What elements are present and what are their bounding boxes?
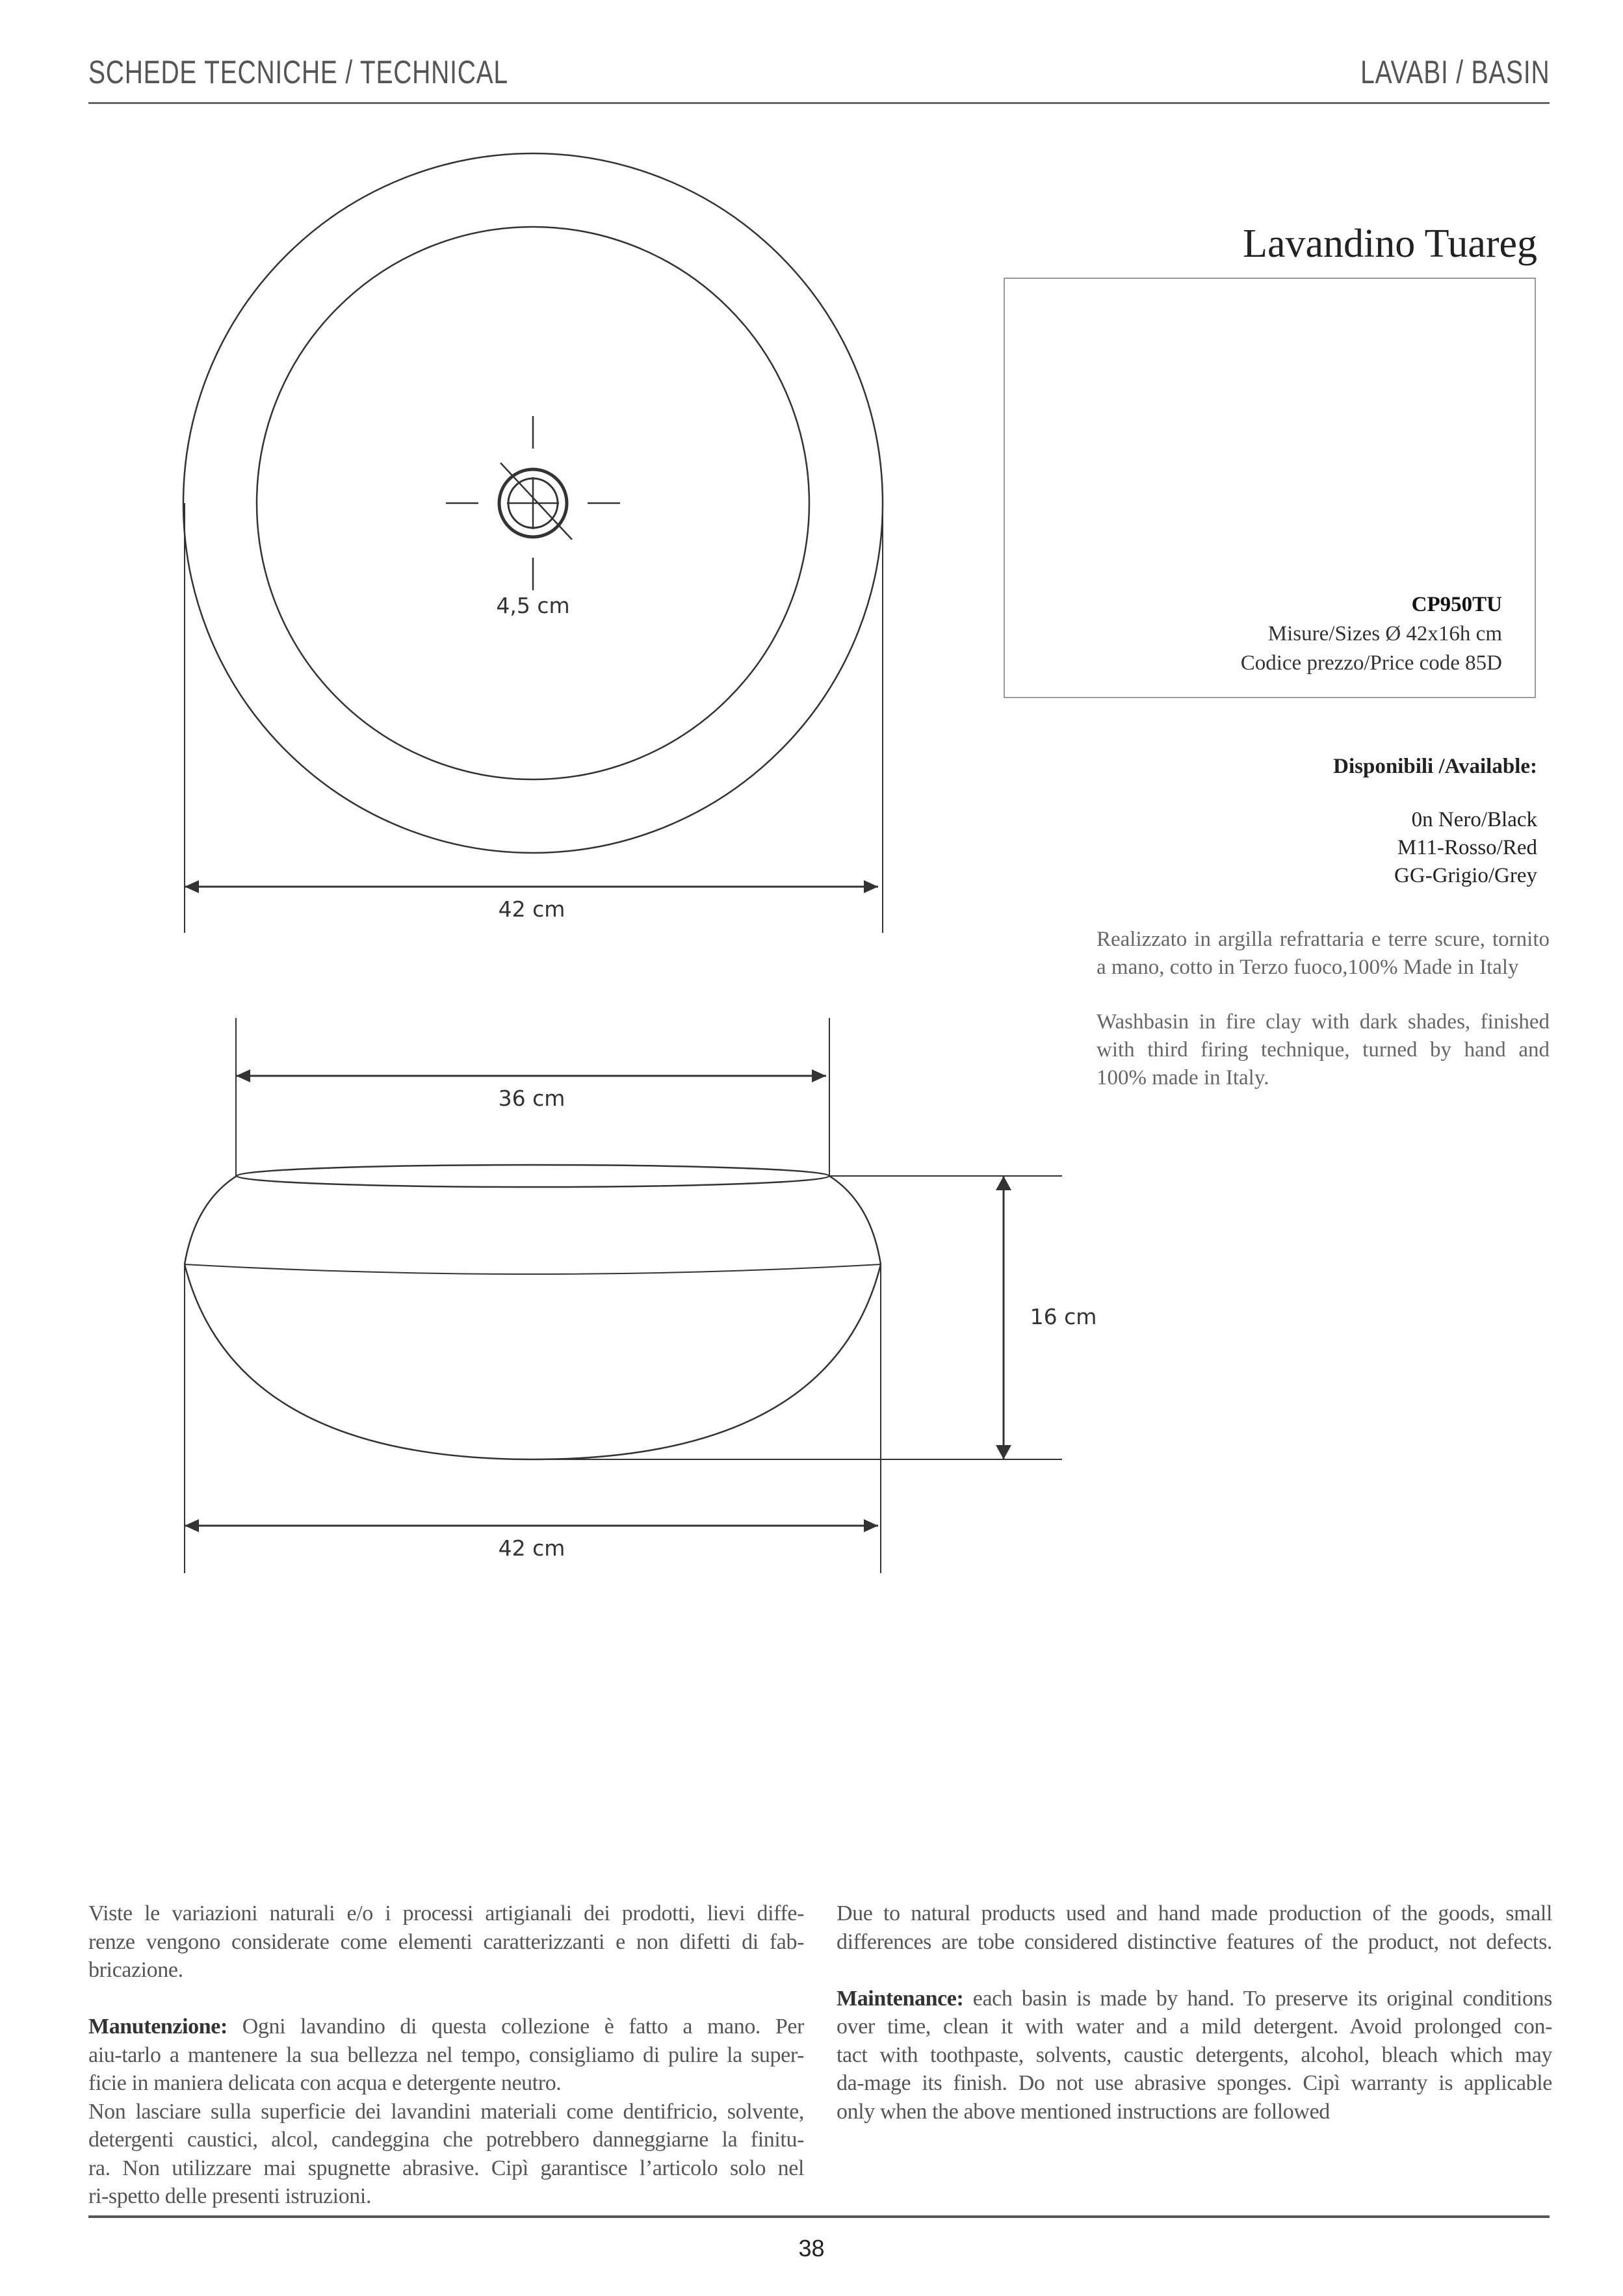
- technical-drawing: [0, 0, 1105, 1625]
- note-line: only when the above mentioned instructions are followed: [837, 2099, 1330, 2124]
- note-line: ri-spetto delle presenti istruzioni.: [88, 2184, 372, 2208]
- note-line: over time, clean it with water and a mild detergent. Avoid prolonged con-: [837, 2015, 1552, 2039]
- side-view: [185, 1018, 1097, 1573]
- desc-line: a mano, cotto in Terzo fuoco,100% Made in Italy: [1097, 956, 1519, 979]
- desc-line: 100% made in Italy.: [1097, 1066, 1269, 1089]
- product-code: CP950TU: [1411, 593, 1502, 616]
- basin-rim-ellipse: [237, 1165, 829, 1187]
- product-specs: [1241, 590, 1502, 678]
- notes-italian: [88, 1899, 804, 2211]
- note-line: bricazione.: [88, 1958, 183, 1982]
- note-text: each basin is made by hand. To preserve its original conditions: [963, 1986, 1552, 2011]
- note-line: [837, 1985, 1552, 2013]
- color-option: M11-Rosso/Red: [1397, 836, 1537, 859]
- note-text: Ogni lavandino di questa collezione è fatto a mano. Per: [227, 2015, 804, 2039]
- desc-line: with third firing technique, turned by hand and: [1097, 1038, 1550, 1062]
- maintenance-label: Manutenzione:: [88, 2015, 227, 2039]
- color-option: 0n Nero/Black: [1411, 808, 1537, 831]
- description-italian: [1097, 926, 1550, 982]
- note-line: Due to natural products used and hand made production of the goods, small: [837, 1901, 1552, 1925]
- available-heading: Disponibili /Available:: [1333, 755, 1537, 778]
- product-title: Lavandino Tuareg: [1243, 222, 1537, 266]
- notes-english: [837, 1899, 1552, 2126]
- note-line: [88, 2013, 804, 2041]
- height-dimension-label: 16 cm: [1030, 1304, 1097, 1329]
- color-option: GG-Grigio/Grey: [1394, 864, 1537, 887]
- maintenance-label: Maintenance:: [837, 1986, 964, 2011]
- header-section-title: SCHEDE TECNICHE / TECHNICAL: [88, 54, 508, 90]
- basin-body: [185, 1264, 881, 1459]
- top-view: [183, 153, 883, 933]
- top-diameter-label: 42 cm: [498, 896, 565, 922]
- note-line: differences are tobe considered distinctive features of the product, not defects.: [837, 1929, 1552, 1954]
- available-colors: [1394, 806, 1537, 890]
- note-line: Non lasciare sulla superficie dei lavandini materiali come dentifricio, solvente,: [88, 2099, 804, 2124]
- desc-line: Realizzato in argilla refrattaria e terre scure, tornito: [1097, 928, 1550, 951]
- note-line: ficie in maniera delicata con acqua e detergente neutro.: [88, 2071, 562, 2095]
- product-price-code: Codice prezzo/Price code 85D: [1240, 651, 1502, 675]
- footer-divider: [88, 2215, 1550, 2218]
- header-category: LAVABI / BASIN: [1360, 54, 1550, 90]
- note-line: ra. Non utilizzare mai spugnette abrasive. Cipì garantisce l’articolo solo nel: [88, 2156, 804, 2180]
- note-line: da-mage its finish. Do not use abrasive sponges. Cipì warranty is applicable: [837, 2071, 1552, 2095]
- note-line: Viste le variazioni naturali e/o i processi artigianali dei prodotti, lievi diffe-: [88, 1901, 804, 1925]
- page-number: 38: [798, 2235, 825, 2262]
- description-english: [1097, 1008, 1550, 1092]
- note-line: tact with toothpaste, solvents, caustic detergents, alcohol, bleach which may: [837, 2042, 1552, 2067]
- note-line: renze vengono considerate come elementi caratterizzanti e non difetti di fab-: [88, 1929, 804, 1954]
- drain-dimension-label: 4,5 cm: [496, 593, 570, 618]
- desc-line: Washbasin in fire clay with dark shades, finished: [1097, 1010, 1550, 1034]
- rim-dimension-label: 36 cm: [498, 1086, 565, 1111]
- basin-shoulder: [185, 1176, 881, 1264]
- note-line: detergenti caustici, alcol, candeggina che potrebbero danneggiarne la finitu-: [88, 2128, 804, 2152]
- side-diameter-label: 42 cm: [498, 1535, 565, 1561]
- note-line: aiu-tarlo a mantenere la sua bellezza nel tempo, consigliamo di pulire la super-: [88, 2042, 804, 2067]
- product-sizes: Misure/Sizes Ø 42x16h cm: [1267, 622, 1502, 646]
- drain-icon: [446, 416, 620, 590]
